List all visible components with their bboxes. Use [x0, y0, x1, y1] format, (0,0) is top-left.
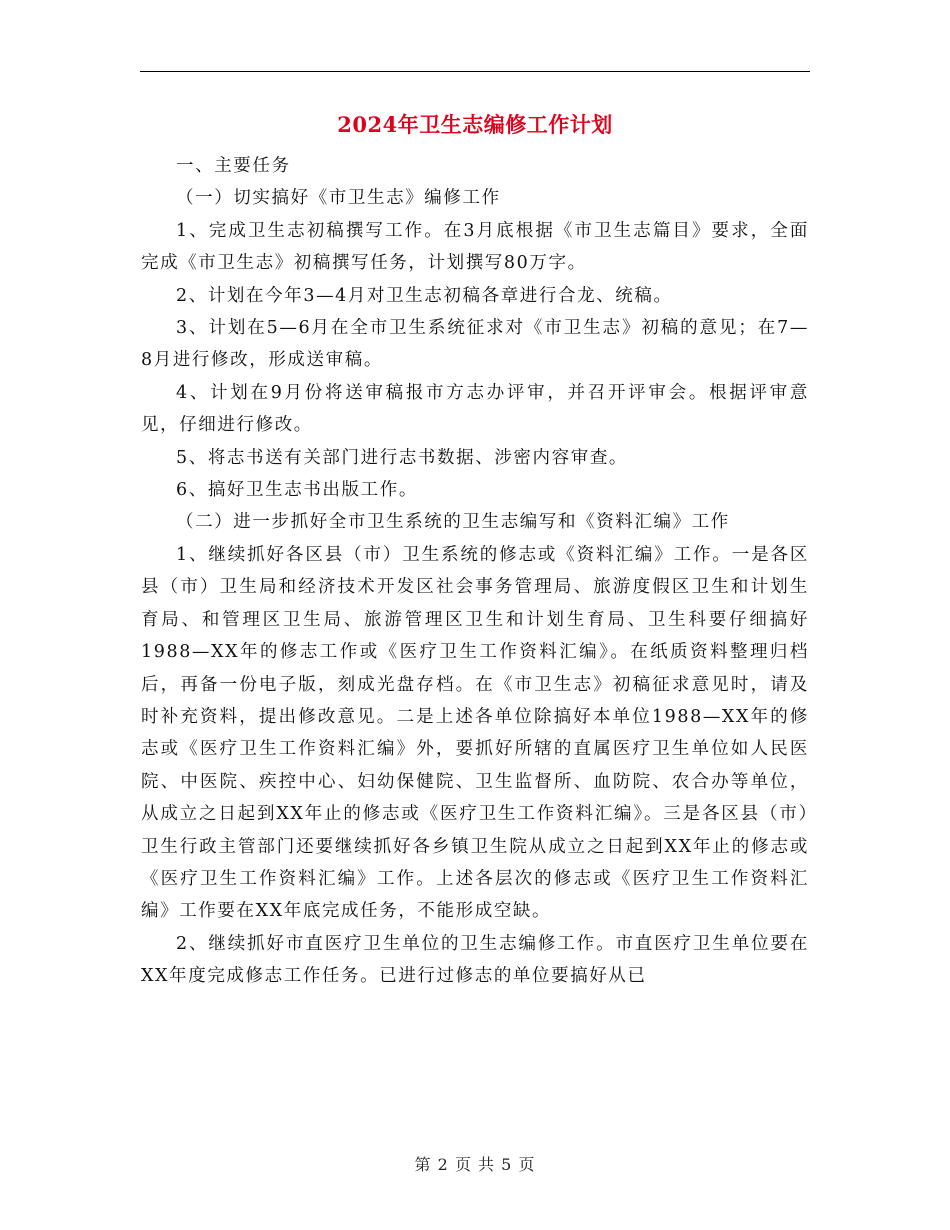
header-rule [140, 71, 810, 72]
body-paragraph: 1、继续抓好各区县（市）卫生系统的修志或《资料汇编》工作。一是各区县（市）卫生局和经济技术开发区社会事务管理局、旅游度假区卫生和计划生育局、和管理区卫生局、旅游管理区卫生和计划生育局、卫生科要仔细搞好1988—XX年的修志工作或《医疗卫生工作资料汇编》。在纸质资料整理归档后，再备一份电子版，刻成光盘存档。在《市卫生志》初稿征求意见时，请及时补充资料，提出修改意见。二是上述各单位除搞好本单位1988—XX年的修志或《医疗卫生工作资料汇编》外，要抓好所辖的直属医疗卫生单位如人民医院、中医院、疾控中心、妇幼保健院、卫生监督所、血防院、农合办等单位，从成立之日起到XX年止的修志或《医疗卫生工作资料汇编》。三是各区县（市）卫生行政主管部门还要继续抓好各乡镇卫生院从成立之日起到XX年止的修志或《医疗卫生工作资料汇编》工作。上述各层次的修志或《医疗卫生工作资料汇编》工作要在XX年底完成任务，不能形成空缺。 [141, 544, 809, 922]
footer-page-word: 第 [414, 1155, 432, 1174]
body-paragraph: 6、搞好卫生志书出版工作。 [176, 480, 418, 501]
subsection-heading: （一）切实搞好《市卫生志》编修工作 [176, 188, 501, 209]
body-paragraph: 5、将志书送有关部门进行志书数据、涉密内容审查。 [176, 447, 629, 468]
body-paragraph: 1、完成卫生志初稿撰写工作。在3月底根据《市卫生志篇目》要求，全面完成《市卫生志》初稿撰写任务，计划撰写80万字。 [141, 220, 809, 274]
document-body [141, 150, 809, 993]
page-footer [0, 1152, 950, 1175]
footer-page-unit-2: 页 [518, 1155, 536, 1174]
body-paragraph: 3、计划在5—6月在全市卫生系统征求对《市卫生志》初稿的意见；在7—8月进行修改，形成送审稿。 [141, 318, 809, 371]
subsection-heading: （二）进一步抓好全市卫生系统的卫生志编写和《资料汇编》工作 [176, 512, 730, 533]
footer-total-word: 共 [478, 1155, 496, 1174]
body-paragraph: 4、计划在9月份将送审稿报市方志办评审，并召开评审会。根据评审意见，仔细进行修改。 [141, 382, 809, 436]
current-page-number: 2 [437, 1155, 449, 1174]
footer-page-unit: 页 [454, 1155, 472, 1174]
document-title: 2024年卫生志编修工作计划 [337, 112, 613, 137]
total-pages-number: 5 [501, 1155, 513, 1174]
section-heading: 一、主要任务 [176, 156, 291, 176]
body-paragraph: 2、继续抓好市直医疗卫生单位的卫生志编修工作。市直医疗卫生单位要在XX年度完成修志工作任务。已进行过修志的单位要搞好从已 [141, 933, 809, 987]
body-paragraph: 2、计划在今年3—4月对卫生志初稿各章进行合龙、统稿。 [176, 285, 673, 306]
